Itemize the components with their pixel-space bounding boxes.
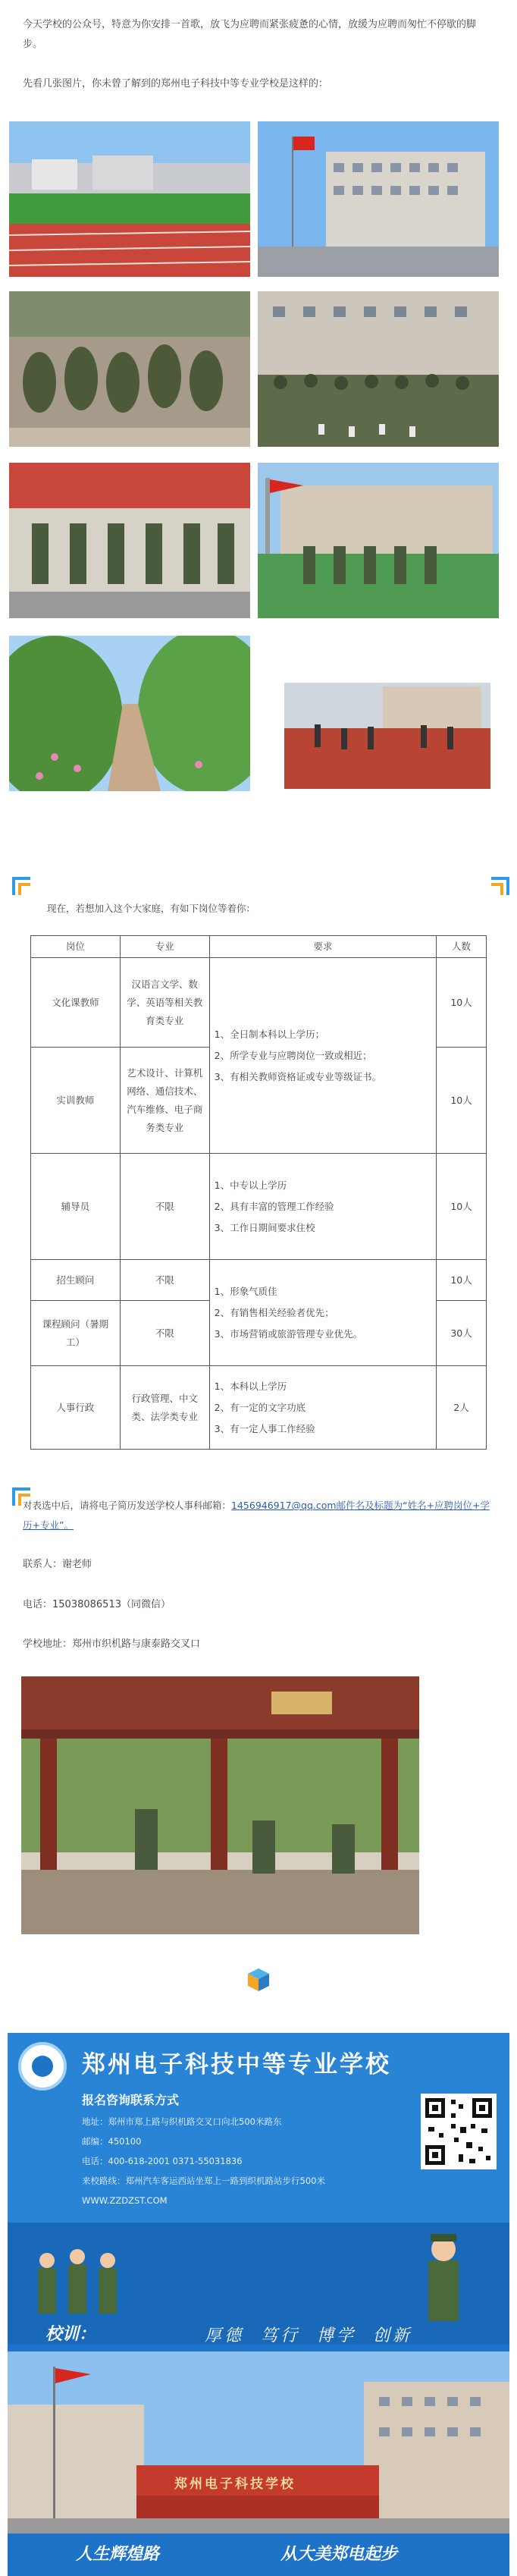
requirement-item: 1、形象气质佳 — [214, 1285, 277, 1297]
slogan-left: 人生辉煌路 — [76, 2545, 160, 2564]
requirement-item: 3、有相关教师资格证或专业等级证书。 — [214, 1070, 382, 1082]
cell-major: 行政管理、中文类、法学类专业 — [120, 1366, 209, 1450]
submit-text-post: 邮件名及标题为“姓名+应聘岗位+学历+专业”。 — [23, 1500, 490, 1531]
cell-post: 文化课教师 — [31, 958, 121, 1048]
contact-title: 报名咨询联系方式 — [82, 2093, 180, 2107]
school-name: 郑州电子科技中等专业学校 — [82, 2051, 391, 2078]
cell-major: 不限 — [120, 1260, 209, 1301]
cell-count: 10人 — [437, 1260, 487, 1301]
motto-text: 厚德 笃行 博学 创新 — [205, 2326, 412, 2345]
footer-zip: 邮编：450100 — [82, 2136, 142, 2147]
recruit-lead: 现在，若想加入这个大家庭，有如下岗位等着你： — [47, 903, 256, 914]
cell-count: 10人 — [437, 1048, 487, 1154]
school-logo — [18, 2042, 67, 2091]
contact-phone: 电话：15038086513（同微信） — [23, 1599, 171, 1610]
submit-text-pre: 对表选中后，请将电子简历发送学校人事科邮箱： — [23, 1500, 232, 1511]
footer-route: 来校路线：郑州汽车客运西站坐郑上一路到织机路站步行500米 — [82, 2175, 325, 2186]
military-training-photo — [9, 463, 250, 618]
requirement-item: 2、有销售相关经验者优先； — [214, 1306, 334, 1318]
garden-path-photo — [9, 636, 250, 791]
table-row — [31, 958, 487, 1048]
requirement-item: 3、有一定人事工作经验 — [214, 1422, 315, 1434]
table-row — [31, 1154, 487, 1260]
requirement-item: 2、所学专业与应聘岗位一致或相近； — [214, 1049, 372, 1061]
school-gate-photo — [8, 2351, 509, 2534]
header-requirements: 要求 — [209, 936, 436, 958]
cell-count: 10人 — [437, 958, 487, 1048]
cell-requirements — [209, 958, 436, 1154]
requirement-item: 2、有一定的文字功底 — [214, 1401, 306, 1413]
corner-decoration-top-right — [484, 872, 514, 903]
footer-website: WWW.ZZDZST.COM — [82, 2195, 168, 2206]
requirement-item: 1、全日制本科以上学历； — [214, 1028, 325, 1040]
cell-count: 10人 — [437, 1154, 487, 1260]
gate-sign: 郑州电子科技学校 — [174, 2477, 296, 2492]
intro-paragraph-2: 先看几张图片，你未曾了解到的郑州电子科技中等专业学校是这样的： — [23, 78, 329, 90]
requirement-item: 3、工作日期间要求住校 — [214, 1221, 315, 1233]
tug-of-war-photo — [9, 291, 250, 447]
contact-person: 联系人：谢老师 — [23, 1559, 92, 1570]
submit-instructions — [23, 1496, 493, 1535]
footer-contact-block — [82, 2112, 415, 2210]
table-header-row — [31, 936, 487, 958]
campus-track-photo — [9, 121, 250, 277]
cell-requirements — [209, 1260, 436, 1366]
cell-major: 艺术设计、计算机网络、通信技术、汽车维修、电子商务类专业 — [120, 1048, 209, 1154]
motto-label: 校训： — [45, 2325, 96, 2344]
assembly-photo — [258, 291, 499, 447]
sports-field-photo — [284, 683, 490, 789]
intro-paragraph-1: 今天学校的公众号，特意为你安排一首歌，放飞为应聘而紧张疲惫的心情，放缓为应聘而匆忙不停歇的脚步。 — [23, 19, 477, 50]
campus-building-photo — [258, 121, 499, 277]
cell-requirements — [209, 1154, 436, 1260]
soldier-illustration-right — [402, 2230, 485, 2321]
email-link[interactable]: 1456946917@qq.com — [231, 1500, 337, 1511]
job-table — [30, 935, 487, 1450]
cell-post: 课程顾问（暑期工） — [31, 1301, 121, 1366]
school-address: 学校地址：郑州市织机路与康泰路交叉口 — [23, 1638, 201, 1650]
requirement-item: 1、中专以上学历 — [214, 1179, 287, 1191]
cell-count: 2人 — [437, 1366, 487, 1450]
header-count: 人数 — [437, 936, 487, 958]
requirement-item: 3、市场营销或旅游管理专业优先。 — [214, 1327, 363, 1340]
footer-address: 地址：郑州市郑上路与织机路交叉口向北500米路东 — [82, 2116, 282, 2127]
requirement-item: 2、具有丰富的管理工作经验 — [214, 1200, 334, 1212]
cell-post: 招生顾问 — [31, 1260, 121, 1301]
cell-major: 不限 — [120, 1154, 209, 1260]
footer-tel: 电话：400-618-2001 0371-55031836 — [82, 2156, 243, 2166]
requirement-item: 1、本科以上学历 — [214, 1380, 287, 1392]
pavilion-photo — [21, 1676, 419, 1934]
slogan-right: 从大美郑电起步 — [280, 2545, 398, 2564]
table-row — [31, 1366, 487, 1450]
corner-decoration-top-left — [8, 872, 38, 903]
header-post: 岗位 — [31, 936, 121, 958]
parade-photo — [258, 463, 499, 618]
cube-icon — [246, 1967, 271, 1993]
cell-requirements — [209, 1366, 436, 1450]
cell-count: 30人 — [437, 1301, 487, 1366]
header-major: 专业 — [120, 936, 209, 958]
cell-post: 人事行政 — [31, 1366, 121, 1450]
cell-post: 实训教师 — [31, 1048, 121, 1154]
qr-code-icon — [421, 2094, 497, 2169]
cell-major: 不限 — [120, 1301, 209, 1366]
soldiers-illustration-left — [30, 2238, 144, 2314]
cell-major: 汉语言文学、数学、英语等相关教育类专业 — [120, 958, 209, 1048]
footer-banner — [8, 2033, 509, 2576]
table-row — [31, 1260, 487, 1301]
cell-post: 辅导员 — [31, 1154, 121, 1260]
